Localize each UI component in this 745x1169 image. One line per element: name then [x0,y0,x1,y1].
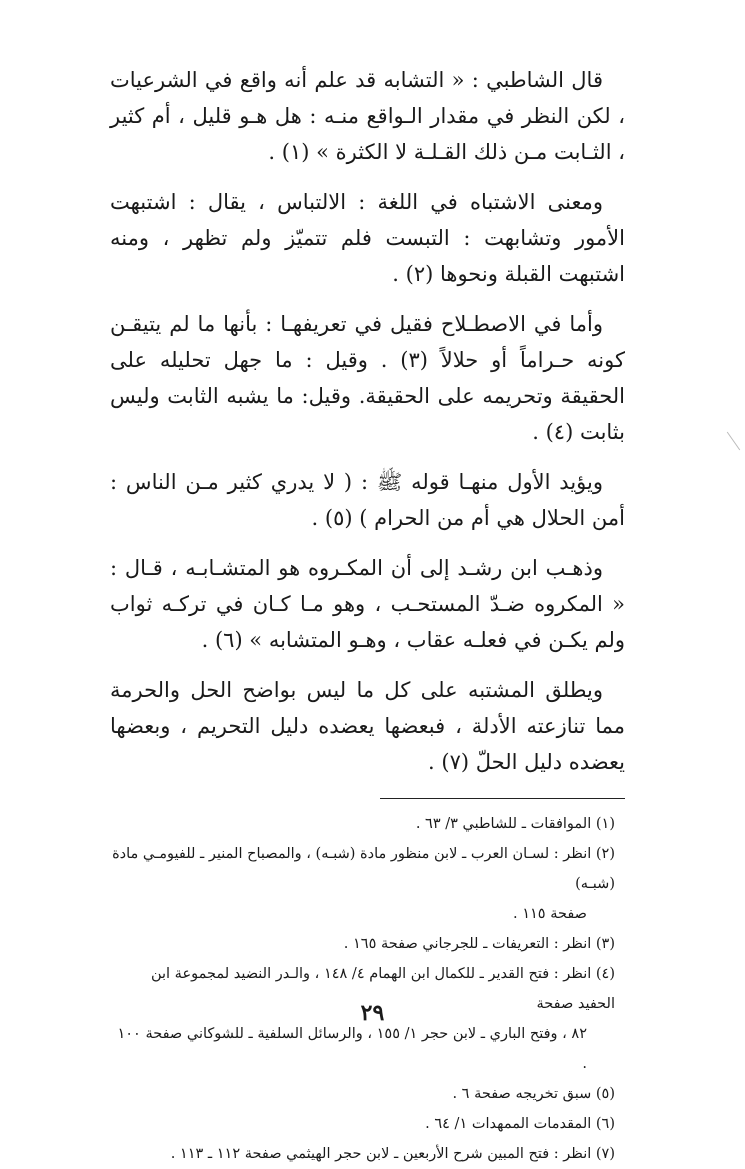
paragraph-6: ويطلق المشتبه على كل ما ليس بواضح الحل والحرمة مما تنازعته الأدلة ، فبعضها يعضده دليل التحريم ، وبعضها يعضده دليل الحلّ (٧) . [110,678,625,774]
paragraph-3: وأما في الاصطـلاح فقيل في تعريفهـا : بأنها ما لم يتيقـن كونه حـراماً أو حلالاً (٣) . وقيل : ما جهل تحليله على الحقيقة وتحريمه على الحقيقة. وقيل: ما يشبه الثابت وليس بثابت (٤) . [110,312,625,444]
footnote-2 [110,839,625,929]
footnote-text: (٦) المقدمات الممهدات ١/ ٦٤ . [425,1116,615,1132]
footnote-6 [110,1109,625,1139]
footnote-separator [380,798,625,799]
margin-mark [727,432,740,451]
footnote-text: (٣) انظر : التعريفات ـ للجرجاني صفحة ١٦٥ . [343,936,615,952]
footnotes [110,809,625,1169]
footnote-text: (٢) انظر : لسـان العرب ـ لابن منظور مادة (شبـه) ، والمصباح المنير ـ للفيومـي مادة (شبـه) [112,846,615,892]
paragraph-5: وذهـب ابن رشـد إلى أن المكـروه هو المتشـابـه ، قـال : « المكروه ضـدّ المستحـب ، وهو مـا كـان في تركـه ثواب ولم يكـن في فعلـه عقاب ، وهـو المتشابه » (٦) . [110,556,625,652]
footnote-1 [110,809,625,839]
page-number: ٢٩ [360,1000,385,1026]
footnote-continuation: صفحة ١١٥ . [513,906,587,922]
footnote-text: (٧) انظر : فتح المبين شرح الأربعين ـ لابن حجر الهيثمي صفحة ١١٢ ـ ١١٣ . [170,1146,615,1162]
paragraph-1: قال الشاطبي : « التشابه قد علم أنه واقع في الشرعيات ، لكن النظر في مقدار الـواقع منـه : هل هـو قليل ، أم كثير ، الثـابت مـن ذلك القـلـة لا الكثرة » (١) . [110,68,625,164]
footnote-5 [110,1079,625,1109]
footnote-3 [110,929,625,959]
footnote-text: (٥) سبق تخريجه صفحة ٦ . [452,1086,615,1102]
paragraph-4: ويؤيد الأول منهـا قوله ﷺ : ( لا يدري كثير مـن الناس : أمن الحلال هي أم من الحرام ) (٥) . [110,470,625,530]
footnote-continuation: ٨٢ ، وفتح الباري ـ لابن حجر ١/ ١٥٥ ، والرسائل السلفية ـ للشوكاني صفحة ١٠٠ . [117,1026,587,1072]
footnote-text: (٤) انظر : فتح القدير ـ للكمال ابن الهمام ٤/ ١٤٨ ، والـدر النضيد لمجموعة ابن الحفيد صفحة [150,966,615,1012]
footnote-text: (١) الموافقات ـ للشاطبي ٣/ ٦٣ . [415,816,615,832]
footnote-7 [110,1139,625,1169]
main-text [110,62,625,780]
paragraph-2: ومعنى الاشتباه في اللغة : الالتباس ، يقال : اشتبهت الأمور وتشابهت : التبست فلم تتميّز ولم تظهر ، ومنه اشتبهت القبلة ونحوها (٢) . [110,190,625,286]
